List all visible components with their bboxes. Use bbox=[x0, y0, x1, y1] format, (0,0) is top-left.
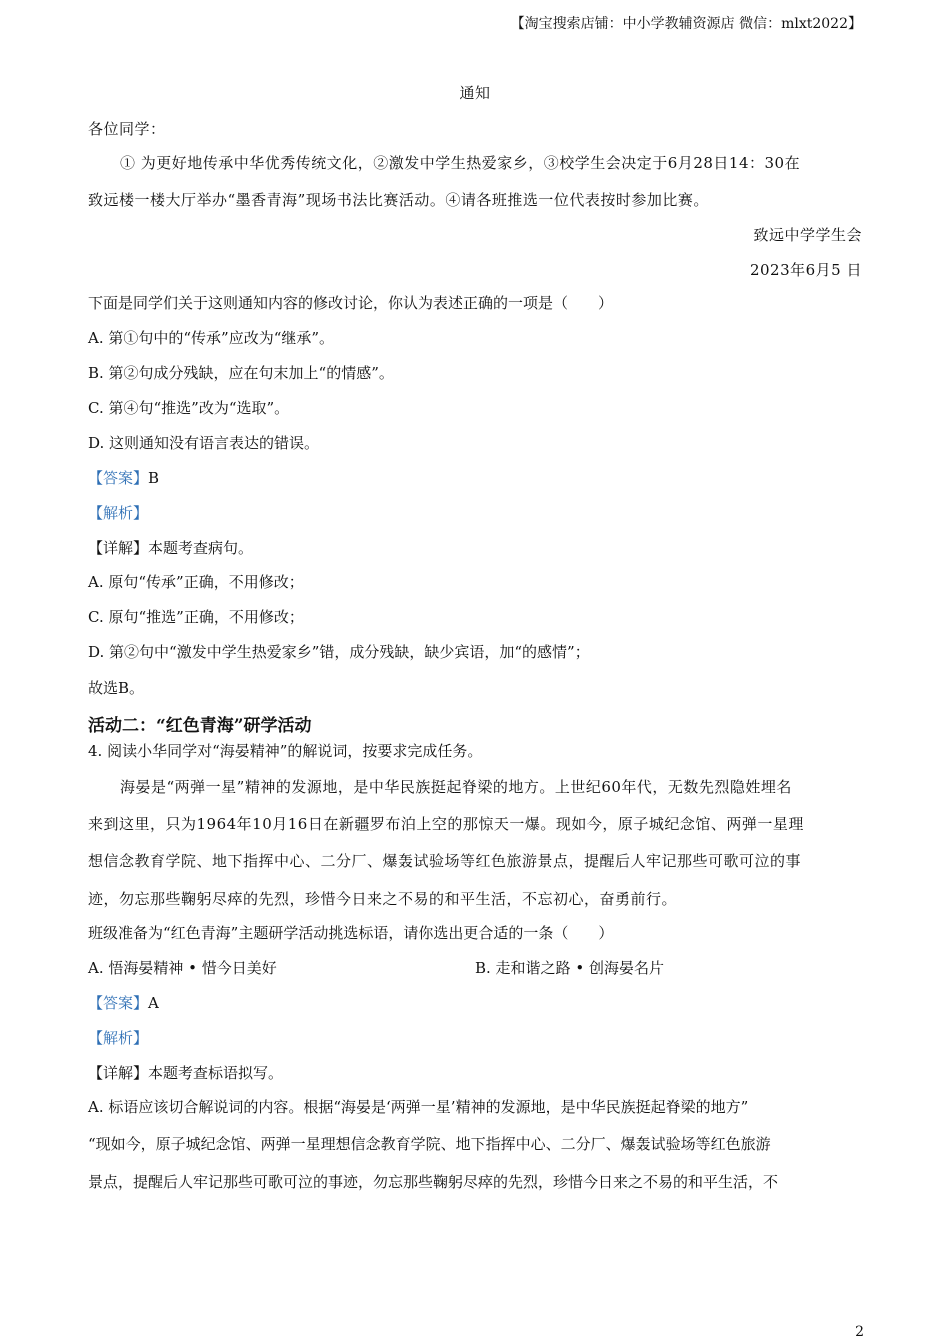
detail-line: 故选B。 bbox=[88, 679, 145, 697]
detail-line: 【详解】本题考查标语拟写。 bbox=[88, 1064, 284, 1082]
answer-line bbox=[88, 467, 159, 488]
detail-line: A. 原句“传承”正确，不用修改； bbox=[88, 573, 304, 591]
notice-signature: 致远中学学生会 bbox=[753, 226, 862, 244]
option-b: B. 第②句成分残缺，应在句末加上“的情感”。 bbox=[88, 364, 394, 382]
passage-line: 迹，勿忘那些鞠躬尽瘁的先烈，珍惜今日来之不易的和平生活，不忘初心，奋勇前行。 bbox=[88, 890, 678, 908]
answer-tag: 【答案】 bbox=[88, 469, 149, 487]
passage-line: 来到这里，只为1964年10月16日在新疆罗布泊上空的那惊天一爆。现如今，原子城纪念馆、两弹一星理 bbox=[88, 815, 804, 833]
page-number: 2 bbox=[855, 1324, 864, 1340]
option-d: D. 这则通知没有语言表达的错误。 bbox=[88, 434, 320, 452]
option-b: B. 走和谐之路 • 创海晏名片 bbox=[475, 959, 664, 977]
notice-date: 2023年6月5 日 bbox=[749, 261, 862, 279]
answer-tag: 【答案】 bbox=[88, 994, 149, 1012]
answer-value: A bbox=[148, 994, 159, 1012]
header-note: 【淘宝搜索店铺：中小学教辅资源店 微信：mlxt2022】 bbox=[510, 16, 862, 32]
detail-line: 景点，提醒后人牢记那些可歌可泣的事迹，勿忘那些鞠躬尽瘁的先烈，珍惜今日来之不易的和平生活，不 bbox=[88, 1173, 779, 1191]
task-line: 班级准备为“红色青海”主题研学活动挑选标语，请你选出更合适的一条（ ） bbox=[88, 924, 614, 942]
answer-value: B bbox=[148, 469, 160, 487]
notice-body-line: ① 为更好地传承中华优秀传统文化，②激发中学生热爱家乡，③校学生会决定于6月28日14：30在 bbox=[120, 154, 801, 172]
detail-line: C. 原句“推选”正确，不用修改； bbox=[88, 608, 304, 626]
detail-line: “现如今，原子城纪念馆、两弹一星理想信念教育学院、地下指挥中心、二分厂、爆轰试验场等红色旅游 bbox=[88, 1135, 771, 1153]
answer-line bbox=[88, 992, 159, 1013]
notice-body-line: 致远楼一楼大厅举办“墨香青海”现场书法比赛活动。④请各班推选一位代表按时参加比赛。 bbox=[88, 191, 709, 209]
option-a: A. 第①句中的“传承”应改为“继承”。 bbox=[88, 329, 335, 347]
detail-line: A. 标语应该切合解说词的内容。根据“海晏是‘两弹一星’精神的发源地，是中华民族挺起脊梁的地方” bbox=[88, 1098, 749, 1116]
notice-title: 通知 bbox=[459, 84, 491, 102]
notice-salutation: 各位同学： bbox=[88, 120, 166, 138]
analysis-tag: 【解析】 bbox=[88, 1029, 149, 1047]
passage-line: 想信念教育学院、地下指挥中心、二分厂、爆轰试验场等红色旅游景点，提醒后人牢记那些可歌可泣的事 bbox=[88, 852, 802, 870]
section-heading: 活动二：“红色青海”研学活动 bbox=[88, 716, 312, 736]
detail-line: D. 第②句中“激发中学生热爱家乡”错，成分残缺，缺少宾语，加“的感情”； bbox=[88, 643, 590, 661]
option-a: A. 悟海晏精神 • 惜今日美好 bbox=[88, 959, 277, 977]
question-stem: 下面是同学们关于这则通知内容的修改讨论，你认为表述正确的一项是（ ） bbox=[88, 294, 614, 312]
option-c: C. 第④句“推选”改为“选取”。 bbox=[88, 399, 290, 417]
analysis-tag: 【解析】 bbox=[88, 504, 149, 522]
passage-line: 海晏是“两弹一星”精神的发源地，是中华民族挺起脊梁的地方。上世纪60年代，无数先烈隐姓埋名 bbox=[120, 778, 792, 796]
question-stem: 4. 阅读小华同学对“海晏精神”的解说词，按要求完成任务。 bbox=[88, 742, 483, 760]
detail-line: 【详解】本题考查病句。 bbox=[88, 539, 254, 557]
